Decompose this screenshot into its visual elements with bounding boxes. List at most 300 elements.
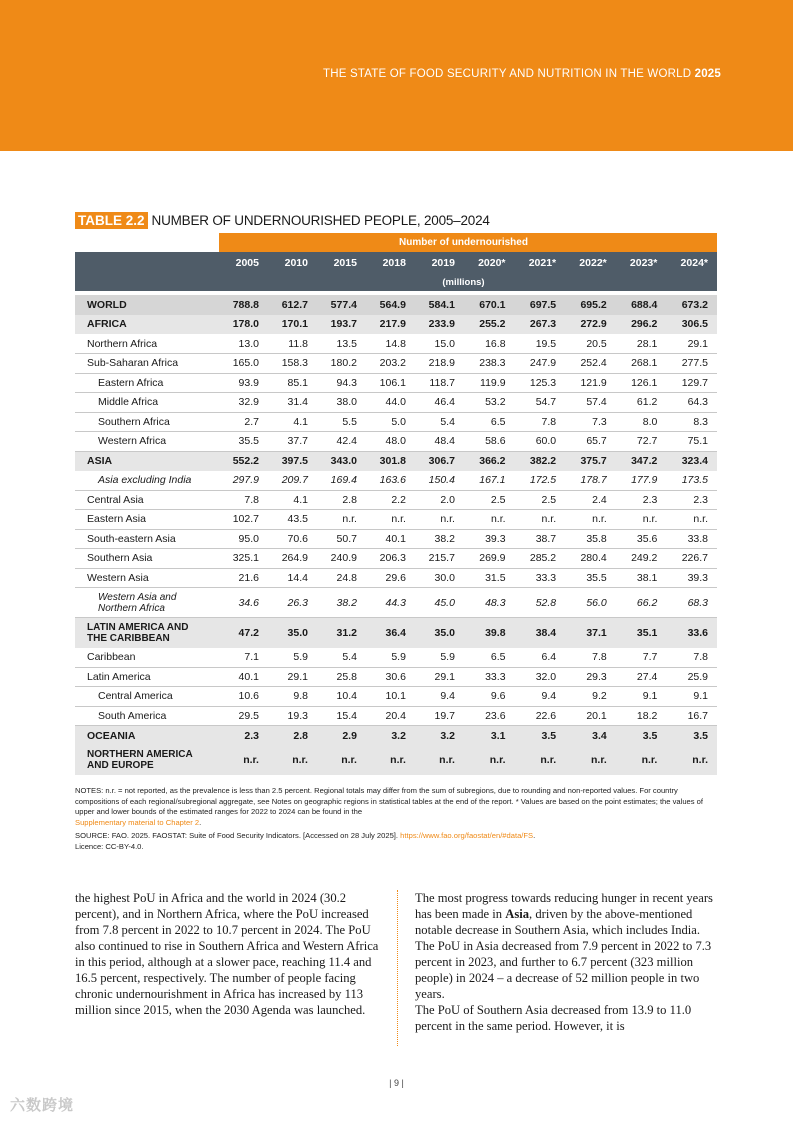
value-cell: 4.1 (268, 490, 317, 510)
value-cell: 121.9 (565, 373, 616, 393)
value-cell: 2.3 (616, 490, 667, 510)
value-cell: 24.8 (317, 568, 366, 588)
value-cell: 165.0 (219, 354, 268, 374)
row-label: Western Africa (75, 432, 219, 452)
value-cell: 552.2 (219, 451, 268, 471)
report-title (323, 68, 721, 80)
value-cell: n.r. (565, 510, 616, 530)
supplementary-link[interactable]: Supplementary material to Chapter 2 (75, 817, 200, 827)
source-text: SOURCE: FAO. 2025. FAOSTAT: Suite of Food Security Indicators. [Accessed on 28 July 2025]. (75, 831, 399, 840)
value-cell: 129.7 (666, 373, 717, 393)
value-cell: 66.2 (616, 588, 667, 618)
value-cell: 7.8 (219, 490, 268, 510)
value-cell: 5.9 (366, 648, 415, 668)
value-cell: 37.7 (268, 432, 317, 452)
value-cell: 7.8 (565, 648, 616, 668)
value-cell: 102.7 (219, 510, 268, 530)
value-cell: 56.0 (565, 588, 616, 618)
value-cell: 695.2 (565, 295, 616, 315)
table-row (75, 648, 717, 668)
value-cell: 788.8 (219, 295, 268, 315)
value-cell: 18.2 (616, 706, 667, 726)
body-right-paragraph-3: The PoU of Southern Asia decreased from 13.9 to 11.0 percent in the same period. However, it is (415, 1003, 692, 1033)
value-cell: 247.9 (515, 354, 566, 374)
value-cell: 10.4 (317, 687, 366, 707)
value-cell: 366.2 (464, 451, 515, 471)
value-cell: 8.0 (616, 412, 667, 432)
value-cell: 106.1 (366, 373, 415, 393)
table-row (75, 393, 717, 413)
value-cell: 29.3 (565, 667, 616, 687)
undernourished-table (75, 233, 717, 775)
table-row (75, 667, 717, 687)
value-cell: 35.0 (415, 618, 464, 648)
row-label: Western Asia and Northern Africa (75, 588, 219, 618)
row-label: Sub-Saharan Africa (75, 354, 219, 374)
value-cell: 5.0 (366, 412, 415, 432)
row-label: Eastern Africa (75, 373, 219, 393)
value-cell: 44.3 (366, 588, 415, 618)
year-header: 2022* (565, 252, 616, 274)
body-left-paragraph: the highest PoU in Africa and the world in 2024 (30.2 percent), and in Northern Africa, where the PoU increased from 7.8 percent in 2022 to 10.7 percent in 2024. The PoU also continued to rise in Southern Africa and Western Africa in this period, although at a slower pace, reaching 11.4 and 16.5 percent, respectively. The number of people facing chronic undernourishment in Africa has increased by 113 million since 2015, when the 2030 Agenda was launched. (75, 891, 379, 1017)
value-cell: 10.6 (219, 687, 268, 707)
value-cell: n.r. (666, 745, 717, 775)
value-cell: 2.5 (464, 490, 515, 510)
report-year: 2025 (694, 68, 721, 80)
value-cell: 268.1 (616, 354, 667, 374)
value-cell: 20.1 (565, 706, 616, 726)
value-cell: 118.7 (415, 373, 464, 393)
licence-text: Licence: CC-BY-4.0. (75, 841, 144, 851)
value-cell: n.r. (317, 510, 366, 530)
value-cell: 277.5 (666, 354, 717, 374)
table-tag: TABLE 2.2 (75, 212, 148, 229)
value-cell: 60.0 (515, 432, 566, 452)
value-cell: 2.8 (268, 726, 317, 746)
value-cell: 264.9 (268, 549, 317, 569)
value-cell: 9.2 (565, 687, 616, 707)
year-header: 2023* (616, 252, 667, 274)
table-row (75, 490, 717, 510)
value-cell: 27.4 (616, 667, 667, 687)
value-cell: 20.5 (565, 334, 616, 354)
value-cell: 193.7 (317, 315, 366, 335)
watermark: 六数跨境 (10, 1097, 75, 1114)
value-cell: 35.5 (219, 432, 268, 452)
year-header: 2010 (268, 252, 317, 274)
value-cell: 209.7 (268, 471, 317, 491)
value-cell: 25.9 (666, 667, 717, 687)
value-cell: 34.6 (219, 588, 268, 618)
body-left-column (75, 890, 387, 1018)
year-header: 2019 (415, 252, 464, 274)
value-cell: n.r. (366, 510, 415, 530)
value-cell: 206.3 (366, 549, 415, 569)
value-cell: n.r. (666, 510, 717, 530)
value-cell: 64.3 (666, 393, 717, 413)
group-header-label: Number of undernourished (219, 233, 717, 252)
value-cell: 126.1 (616, 373, 667, 393)
value-cell: 177.9 (616, 471, 667, 491)
value-cell: 306.5 (666, 315, 717, 335)
value-cell: 215.7 (415, 549, 464, 569)
value-cell: 61.2 (616, 393, 667, 413)
source-link[interactable]: https://www.fao.org/faostat/en/#data/FS (400, 831, 534, 840)
row-label: LATIN AMERICA AND THE CARIBBEAN (75, 618, 219, 648)
table-row (75, 432, 717, 452)
row-label: Caribbean (75, 648, 219, 668)
value-cell: 94.3 (317, 373, 366, 393)
value-cell: 172.5 (515, 471, 566, 491)
value-cell: 38.4 (515, 618, 566, 648)
row-label: Southern Asia (75, 549, 219, 569)
value-cell: 31.4 (268, 393, 317, 413)
value-cell: 22.6 (515, 706, 566, 726)
table-row (75, 549, 717, 569)
year-header: 2015 (317, 252, 366, 274)
value-cell: 4.1 (268, 412, 317, 432)
value-cell: 2.8 (317, 490, 366, 510)
value-cell: 688.4 (616, 295, 667, 315)
value-cell: 50.7 (317, 529, 366, 549)
value-cell: 38.1 (616, 568, 667, 588)
value-cell: 2.5 (515, 490, 566, 510)
value-cell: 19.7 (415, 706, 464, 726)
table-row (75, 315, 717, 335)
table-row (75, 726, 717, 746)
value-cell: 178.0 (219, 315, 268, 335)
row-label: Northern Africa (75, 334, 219, 354)
value-cell: 38.0 (317, 393, 366, 413)
units-label: (millions) (219, 274, 717, 291)
value-cell: n.r. (317, 745, 366, 775)
year-header: 2005 (219, 252, 268, 274)
value-cell: 6.4 (515, 648, 566, 668)
value-cell: 697.5 (515, 295, 566, 315)
row-label: South-eastern Asia (75, 529, 219, 549)
value-cell: 5.4 (317, 648, 366, 668)
value-cell: 347.2 (616, 451, 667, 471)
value-cell: 48.3 (464, 588, 515, 618)
value-cell: 5.9 (268, 648, 317, 668)
value-cell: 54.7 (515, 393, 566, 413)
value-cell: 75.1 (666, 432, 717, 452)
value-cell: 39.3 (464, 529, 515, 549)
value-cell: 2.4 (565, 490, 616, 510)
value-cell: 26.3 (268, 588, 317, 618)
table-body (75, 295, 717, 775)
value-cell: 170.1 (268, 315, 317, 335)
value-cell: 564.9 (366, 295, 415, 315)
value-cell: 2.9 (317, 726, 366, 746)
value-cell: 38.2 (415, 529, 464, 549)
value-cell: 3.5 (515, 726, 566, 746)
table-row (75, 588, 717, 618)
value-cell: n.r. (464, 510, 515, 530)
row-label: South America (75, 706, 219, 726)
value-cell: 7.8 (666, 648, 717, 668)
value-cell: 5.9 (415, 648, 464, 668)
value-cell: 9.8 (268, 687, 317, 707)
year-header: 2018 (366, 252, 415, 274)
value-cell: 33.6 (666, 618, 717, 648)
value-cell: 255.2 (464, 315, 515, 335)
value-cell: 35.0 (268, 618, 317, 648)
value-cell: 280.4 (565, 549, 616, 569)
table-row (75, 618, 717, 648)
value-cell: 297.9 (219, 471, 268, 491)
year-header-row (75, 252, 717, 274)
value-cell: 217.9 (366, 315, 415, 335)
row-label: AFRICA (75, 315, 219, 335)
value-cell: 5.5 (317, 412, 366, 432)
value-cell: 39.3 (666, 568, 717, 588)
value-cell: 6.5 (464, 412, 515, 432)
value-cell: 2.3 (219, 726, 268, 746)
value-cell: n.r. (515, 510, 566, 530)
value-cell: 68.3 (666, 588, 717, 618)
value-cell: 3.2 (415, 726, 464, 746)
value-cell: 37.1 (565, 618, 616, 648)
value-cell: 3.2 (366, 726, 415, 746)
table-row (75, 706, 717, 726)
value-cell: 6.5 (464, 648, 515, 668)
value-cell: 85.1 (268, 373, 317, 393)
value-cell: 7.1 (219, 648, 268, 668)
value-cell: 20.4 (366, 706, 415, 726)
value-cell: 45.0 (415, 588, 464, 618)
table-notes: NOTES: n.r. = not reported, as the prevalence is less than 2.5 percent. Regional totals may differ from the sum of subregions, due to rounding and non-reported values. For country compositions of each regional/subregional aggregate, see Notes on geographic regions in statistical tables at the end of the report. * Values are based on the point estimates; the values of upper and lower bounds of the estimated ranges for 2022 to 2024 can be found in the Supplementary material to Chapter 2. SOURCE: FAO. 2025. FAOSTAT: Suite of Food Security Indicators. [Accessed on 28 July 2025]. https://www.fao.org/faostat/en/#data/FS. Licence: CC-BY-4.0. (75, 786, 704, 851)
value-cell: 35.5 (565, 568, 616, 588)
value-cell: 343.0 (317, 451, 366, 471)
value-cell: 65.7 (565, 432, 616, 452)
value-cell: 15.0 (415, 334, 464, 354)
row-label: NORTHERN AMERICA AND EUROPE (75, 745, 219, 775)
value-cell: 577.4 (317, 295, 366, 315)
page-number: | 9 | (389, 1078, 404, 1088)
value-cell: 72.7 (616, 432, 667, 452)
value-cell: 285.2 (515, 549, 566, 569)
table-row (75, 451, 717, 471)
value-cell: 7.8 (515, 412, 566, 432)
value-cell: 14.8 (366, 334, 415, 354)
value-cell: 296.2 (616, 315, 667, 335)
value-cell: 29.1 (666, 334, 717, 354)
value-cell: 375.7 (565, 451, 616, 471)
value-cell: 25.8 (317, 667, 366, 687)
row-label: Eastern Asia (75, 510, 219, 530)
value-cell: 306.7 (415, 451, 464, 471)
value-cell: 2.2 (366, 490, 415, 510)
value-cell: 48.4 (415, 432, 464, 452)
value-cell: 14.4 (268, 568, 317, 588)
body-right-paragraph-2: The PoU in Asia decreased from 7.9 percent in 2022 to 7.3 percent in 2023, and further to 6.7 percent (323 million people) in 2024 – a decrease of 52 million people in two years. (415, 939, 712, 1001)
value-cell: 30.6 (366, 667, 415, 687)
value-cell: 38.7 (515, 529, 566, 549)
value-cell: 180.2 (317, 354, 366, 374)
value-cell: 35.6 (616, 529, 667, 549)
value-cell: 53.2 (464, 393, 515, 413)
table-group-header (75, 233, 717, 252)
value-cell: 2.3 (666, 490, 717, 510)
value-cell: 218.9 (415, 354, 464, 374)
value-cell: 13.5 (317, 334, 366, 354)
value-cell: 47.2 (219, 618, 268, 648)
value-cell: n.r. (219, 745, 268, 775)
value-cell: 397.5 (268, 451, 317, 471)
value-cell: 5.4 (415, 412, 464, 432)
value-cell: 252.4 (565, 354, 616, 374)
value-cell: 40.1 (219, 667, 268, 687)
value-cell: 36.4 (366, 618, 415, 648)
value-cell: 95.0 (219, 529, 268, 549)
row-label: OCEANIA (75, 726, 219, 746)
value-cell: 42.4 (317, 432, 366, 452)
value-cell: 33.8 (666, 529, 717, 549)
value-cell: 39.8 (464, 618, 515, 648)
value-cell: 29.6 (366, 568, 415, 588)
row-label: ASIA (75, 451, 219, 471)
value-cell: 19.3 (268, 706, 317, 726)
value-cell: 673.2 (666, 295, 717, 315)
table-row (75, 471, 717, 491)
value-cell: 52.8 (515, 588, 566, 618)
column-divider (397, 890, 398, 1046)
value-cell: 35.8 (565, 529, 616, 549)
year-header: 2024* (666, 252, 717, 274)
value-cell: 203.2 (366, 354, 415, 374)
row-label: Central Asia (75, 490, 219, 510)
value-cell: 38.2 (317, 588, 366, 618)
units-blank (75, 274, 219, 291)
value-cell: 19.5 (515, 334, 566, 354)
value-cell: 238.3 (464, 354, 515, 374)
value-cell: 31.5 (464, 568, 515, 588)
value-cell: 33.3 (464, 667, 515, 687)
value-cell: 13.0 (219, 334, 268, 354)
value-cell: 29.5 (219, 706, 268, 726)
value-cell: 28.1 (616, 334, 667, 354)
row-label: Middle Africa (75, 393, 219, 413)
header-blank-cell (75, 233, 219, 252)
value-cell: 249.2 (616, 549, 667, 569)
value-cell: n.r. (415, 745, 464, 775)
value-cell: 7.7 (616, 648, 667, 668)
value-cell: 23.6 (464, 706, 515, 726)
table-row (75, 334, 717, 354)
value-cell: 16.7 (666, 706, 717, 726)
table-heading (75, 213, 490, 228)
value-cell: 7.3 (565, 412, 616, 432)
value-cell: 9.1 (666, 687, 717, 707)
value-cell: 9.4 (515, 687, 566, 707)
value-cell: 323.4 (666, 451, 717, 471)
notes-text: NOTES: n.r. = not reported, as the prevalence is less than 2.5 percent. Regional totals may differ from the sum of subregions, due to rounding and non-reported values. For country compositions of each regional/subregional aggregate, see Notes on geographic regions in statistical tables at the end of the report. * Values are based on the point estimates; the values of upper and lower bounds of the estimated ranges for 2022 to 2024 can be found in the (75, 786, 704, 816)
value-cell: 57.4 (565, 393, 616, 413)
value-cell: 325.1 (219, 549, 268, 569)
header-region-cell (75, 252, 219, 274)
value-cell: 2.0 (415, 490, 464, 510)
body-right-column (415, 890, 721, 1034)
table-row (75, 687, 717, 707)
value-cell: 269.9 (464, 549, 515, 569)
value-cell: 70.6 (268, 529, 317, 549)
value-cell: 10.1 (366, 687, 415, 707)
value-cell: 240.9 (317, 549, 366, 569)
value-cell: 584.1 (415, 295, 464, 315)
table-row (75, 295, 717, 315)
value-cell: 150.4 (415, 471, 464, 491)
value-cell: 43.5 (268, 510, 317, 530)
value-cell: 272.9 (565, 315, 616, 335)
value-cell: 3.4 (565, 726, 616, 746)
value-cell: 382.2 (515, 451, 566, 471)
value-cell: 226.7 (666, 549, 717, 569)
value-cell: 119.9 (464, 373, 515, 393)
units-row (75, 274, 717, 291)
value-cell: 9.4 (415, 687, 464, 707)
value-cell: 40.1 (366, 529, 415, 549)
value-cell: 9.1 (616, 687, 667, 707)
table-title: NUMBER OF UNDERNOURISHED PEOPLE, 2005–2024 (151, 213, 490, 228)
value-cell: 58.6 (464, 432, 515, 452)
value-cell: 93.9 (219, 373, 268, 393)
value-cell: 15.4 (317, 706, 366, 726)
value-cell: 30.0 (415, 568, 464, 588)
value-cell: n.r. (616, 745, 667, 775)
value-cell: n.r. (415, 510, 464, 530)
value-cell: 158.3 (268, 354, 317, 374)
value-cell: 3.1 (464, 726, 515, 746)
value-cell: 11.8 (268, 334, 317, 354)
value-cell: n.r. (464, 745, 515, 775)
value-cell: 2.7 (219, 412, 268, 432)
value-cell: n.r. (565, 745, 616, 775)
row-label: WORLD (75, 295, 219, 315)
year-header: 2020* (464, 252, 515, 274)
value-cell: 3.5 (616, 726, 667, 746)
value-cell: n.r. (268, 745, 317, 775)
table-row (75, 354, 717, 374)
value-cell: 48.0 (366, 432, 415, 452)
value-cell: 167.1 (464, 471, 515, 491)
value-cell: 301.8 (366, 451, 415, 471)
value-cell: 29.1 (415, 667, 464, 687)
row-label: Asia excluding India (75, 471, 219, 491)
row-label: Latin America (75, 667, 219, 687)
table-row (75, 529, 717, 549)
table-row (75, 745, 717, 775)
value-cell: 44.0 (366, 393, 415, 413)
value-cell: n.r. (515, 745, 566, 775)
row-label: Central America (75, 687, 219, 707)
right-p1-text-a: The most progress towards reducing hunger in recent years has been made in (415, 891, 713, 921)
value-cell: 173.5 (666, 471, 717, 491)
table-row (75, 373, 717, 393)
value-cell: 178.7 (565, 471, 616, 491)
value-cell: 612.7 (268, 295, 317, 315)
value-cell: 233.9 (415, 315, 464, 335)
value-cell: 32.0 (515, 667, 566, 687)
value-cell: 125.3 (515, 373, 566, 393)
value-cell: 21.6 (219, 568, 268, 588)
body-right-paragraph-1 (415, 890, 721, 938)
value-cell: 16.8 (464, 334, 515, 354)
value-cell: 46.4 (415, 393, 464, 413)
right-p1-text-b: , driven by the above-mentioned notable decrease in Southern Asia, which includes India. (415, 907, 701, 937)
right-p1-bold: Asia (505, 907, 530, 921)
value-cell: 3.5 (666, 726, 717, 746)
